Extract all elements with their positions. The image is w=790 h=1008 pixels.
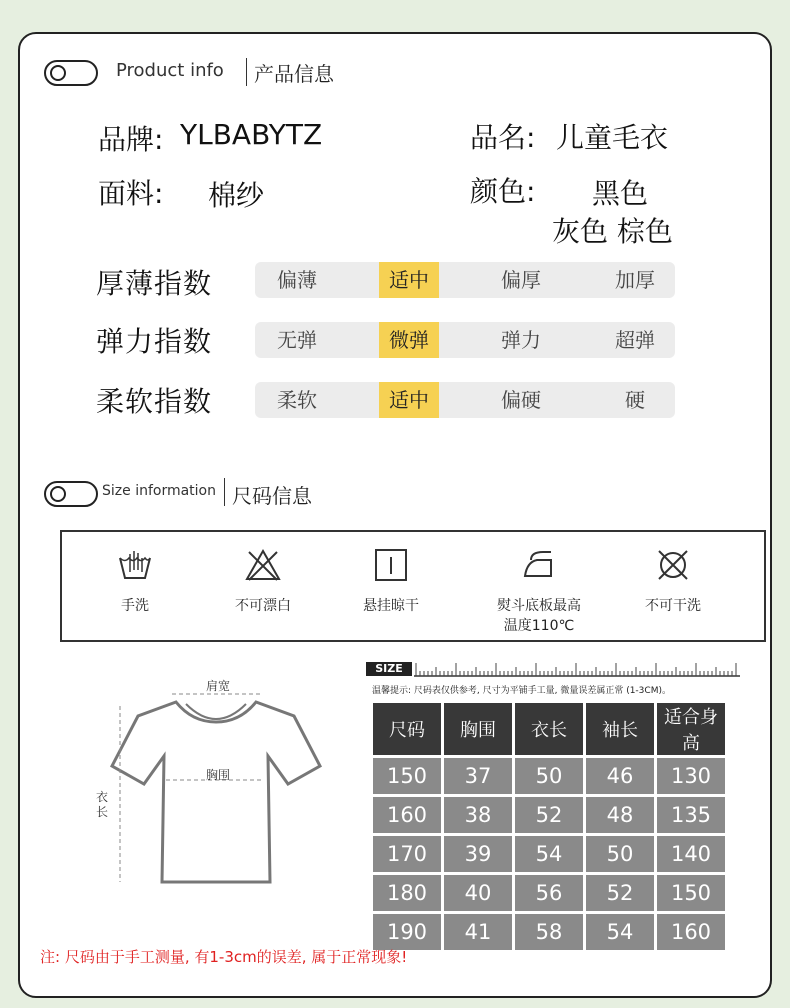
header-cell: 尺码 <box>373 703 441 755</box>
table-cell: 160 <box>657 914 725 950</box>
brand-value: YLBABYTZ <box>180 118 323 151</box>
table-row <box>373 797 725 833</box>
size-info-title-zh: 尺码信息 <box>232 484 312 508</box>
elasticity-label: 弹力指数 <box>96 325 213 358</box>
thickness-option: 加厚 <box>615 268 655 292</box>
thickness-option-selected: 适中 <box>379 262 439 298</box>
table-cell: 56 <box>515 875 583 911</box>
iron-icon <box>521 548 557 582</box>
size-tip: 温馨提示: 尺码表仅供参考, 尺寸为平铺手工量, 微量误差属正常 (1-3CM)。 <box>372 686 671 696</box>
toggle-icon <box>44 481 98 507</box>
measurement-note: 注: 尺码由于手工测量, 有1-3cm的误差, 属于正常现象! <box>40 948 408 966</box>
no-tumble-dry-icon <box>655 548 691 582</box>
table-cell: 170 <box>373 836 441 872</box>
care-item <box>198 532 328 640</box>
table-cell: 150 <box>657 875 725 911</box>
care-item <box>608 532 738 640</box>
care-item <box>326 532 456 640</box>
garment-diagram <box>100 676 340 906</box>
length-label: 衣长 <box>96 790 109 819</box>
table-cell: 58 <box>515 914 583 950</box>
size-table <box>370 700 728 953</box>
table-cell: 52 <box>515 797 583 833</box>
table-cell: 50 <box>515 758 583 794</box>
table-cell: 46 <box>586 758 654 794</box>
table-row <box>373 875 725 911</box>
table-cell: 50 <box>586 836 654 872</box>
no-bleach-icon <box>245 548 281 582</box>
softness-option: 偏硬 <box>501 388 541 412</box>
hand-wash-icon <box>117 548 153 582</box>
table-row <box>373 836 725 872</box>
table-cell: 135 <box>657 797 725 833</box>
care-instructions <box>60 530 766 642</box>
header-cell: 衣长 <box>515 703 583 755</box>
elasticity-scale <box>255 322 675 358</box>
table-cell: 40 <box>444 875 512 911</box>
name-value: 儿童毛衣 <box>556 121 669 154</box>
softness-option-selected: 适中 <box>379 382 439 418</box>
table-cell: 52 <box>586 875 654 911</box>
softness-scale <box>255 382 675 418</box>
elasticity-option: 超弹 <box>615 328 655 352</box>
table-cell: 140 <box>657 836 725 872</box>
table-row <box>373 758 725 794</box>
size-table-header <box>373 703 725 755</box>
size-tag: SIZE <box>366 662 412 676</box>
header-cell: 胸围 <box>444 703 512 755</box>
care-label-line2: 温度110℃ <box>503 618 575 634</box>
fabric-label: 面料: <box>98 177 164 210</box>
table-cell: 130 <box>657 758 725 794</box>
table-cell: 180 <box>373 875 441 911</box>
elasticity-option: 无弹 <box>277 328 317 352</box>
table-cell: 54 <box>586 914 654 950</box>
header-cell: 适合身高 <box>657 703 725 755</box>
table-cell: 39 <box>444 836 512 872</box>
softness-option: 柔软 <box>277 388 317 412</box>
chest-label: 胸围 <box>206 768 231 782</box>
table-cell: 37 <box>444 758 512 794</box>
softness-option: 硬 <box>625 388 645 412</box>
thickness-option: 偏薄 <box>277 268 317 292</box>
care-label: 悬挂晾干 <box>363 598 419 614</box>
table-cell: 160 <box>373 797 441 833</box>
table-cell: 190 <box>373 914 441 950</box>
table-row <box>373 914 725 950</box>
softness-label: 柔软指数 <box>96 385 213 418</box>
table-cell: 41 <box>444 914 512 950</box>
divider <box>246 58 247 86</box>
ruler-icon <box>414 661 740 677</box>
brand-label: 品牌: <box>98 123 164 156</box>
care-item <box>70 532 200 640</box>
care-label: 不可漂白 <box>235 598 291 614</box>
size-info-title-en: Size information <box>102 483 216 499</box>
table-cell: 54 <box>515 836 583 872</box>
name-label: 品名: <box>470 121 536 154</box>
product-info-title-en: Product info <box>116 60 224 81</box>
elasticity-option: 弹力 <box>501 328 541 352</box>
table-cell: 150 <box>373 758 441 794</box>
thickness-scale <box>255 262 675 298</box>
shoulder-label: 肩宽 <box>206 679 231 693</box>
toggle-icon <box>44 60 98 86</box>
table-cell: 38 <box>444 797 512 833</box>
care-label: 熨斗底板最高 <box>497 598 581 614</box>
thickness-label: 厚薄指数 <box>96 267 213 300</box>
care-label: 不可干洗 <box>645 598 701 614</box>
divider <box>224 478 225 506</box>
color-value-2: 灰色 棕色 <box>552 215 673 248</box>
color-value-1: 黑色 <box>592 177 649 210</box>
table-cell: 48 <box>586 797 654 833</box>
care-label: 手洗 <box>121 598 149 614</box>
color-label: 颜色: <box>470 175 536 208</box>
header-cell: 袖长 <box>586 703 654 755</box>
elasticity-option-selected: 微弹 <box>379 322 439 358</box>
product-info-title-zh: 产品信息 <box>254 62 334 86</box>
fabric-value: 棉纱 <box>208 179 265 212</box>
thickness-option: 偏厚 <box>501 268 541 292</box>
care-item <box>474 532 604 640</box>
hang-dry-icon <box>373 548 409 582</box>
